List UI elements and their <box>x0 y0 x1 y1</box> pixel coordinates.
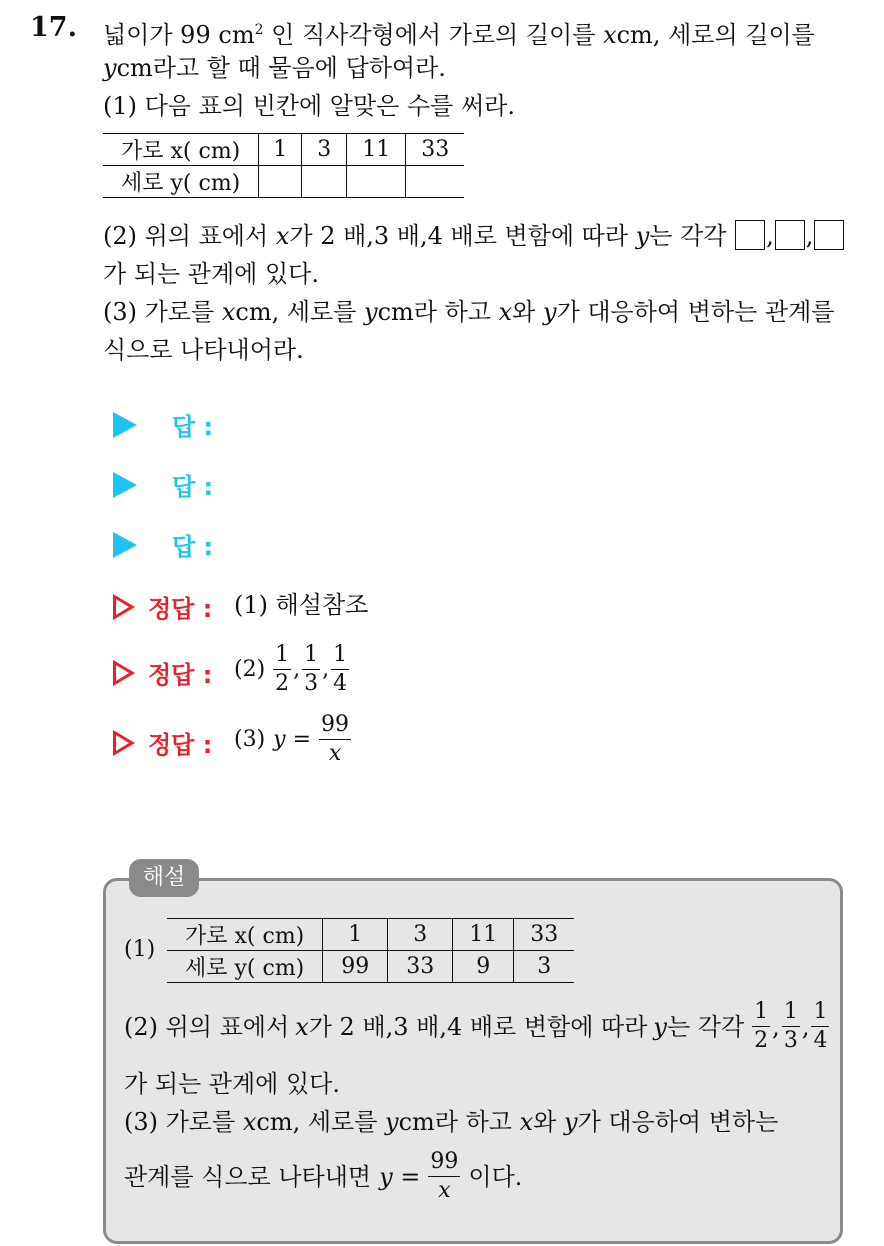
blank-cell[interactable] <box>347 166 406 198</box>
part3-prompt <box>103 294 834 330</box>
part1-prompt: (1) 다음 표의 빈칸에 알맞은 수를 써라. <box>103 92 515 120</box>
answer-label: 답 : <box>172 533 214 561</box>
expl-part3-d: 와 <box>533 1108 557 1136</box>
fraction: $\frac{99}{x}$ <box>321 712 350 766</box>
part2-text-a: (2) 위의 표에서 <box>103 222 269 250</box>
var-y: y <box>564 1108 578 1136</box>
blank-cell[interactable] <box>302 166 347 198</box>
expl-lhs: y = <box>379 1162 421 1191</box>
fraction: $\frac{1}{3}$ <box>783 999 798 1053</box>
line1-unit: cm <box>218 21 255 49</box>
fraction: $\frac{1}{2}$ <box>754 999 769 1053</box>
table-cell: 1 <box>323 919 388 951</box>
table-cell: 3 <box>388 919 453 951</box>
row1-label: 가로 x( cm) <box>167 919 323 951</box>
part3-text-b: cm, 세로를 <box>235 298 357 326</box>
expl-part1-label: (1) <box>124 937 156 962</box>
part3-text-e: 가 대응하여 변하는 관계를 <box>556 298 835 326</box>
expl-part3-end: 이다. <box>468 1162 523 1191</box>
table-cell: 11 <box>453 919 514 951</box>
blank-cell[interactable] <box>406 166 465 198</box>
expl-part2-b: 가 2 배,3 배,4 배로 변함에 따라 <box>308 1012 648 1041</box>
key-arrow-icon <box>113 594 135 620</box>
part3-prompt-cont: 식으로 나타내어라. <box>103 336 304 364</box>
answer-arrow-icon <box>113 412 137 438</box>
line2-text: cm라고 할 때 물음에 답하여라. <box>116 54 446 82</box>
expl-part3-b: cm, 세로를 <box>256 1108 378 1136</box>
var-x: x <box>275 222 290 250</box>
part3-text-c: cm라 하고 <box>377 298 491 326</box>
expl-part3-f: 관계를 식으로 나타내면 <box>124 1162 372 1191</box>
table-cell: 9 <box>453 951 514 983</box>
part3-text-a: (3) 가로를 <box>103 298 215 326</box>
answer-arrow-icon <box>113 472 137 498</box>
expl-part3-a: (3) 가로를 <box>124 1108 236 1136</box>
key3-lhs: y = <box>273 726 312 752</box>
var-y: y <box>543 298 557 326</box>
table-cell: 99 <box>323 951 388 983</box>
key-answer-2: (2) $\frac{1}{2}$ , $\frac{1}{3}$ , $\frac{1}{4}$ <box>234 642 348 696</box>
line1-text-b: 인 직사각형에서 가로의 길이를 <box>271 21 596 49</box>
var-x: x <box>603 21 617 49</box>
fraction: $\frac{1}{4}$ <box>333 642 348 696</box>
line1-sup: 2 <box>254 22 264 38</box>
answer-label: 답 : <box>172 413 214 441</box>
table-row <box>103 166 464 198</box>
expl-part2-cont: 가 되는 관계에 있다. <box>124 1070 340 1098</box>
table-cell: 3 <box>514 951 575 983</box>
table-cell: 1 <box>259 134 302 166</box>
answer-label: 답 : <box>172 473 214 501</box>
question-line-2 <box>103 50 446 86</box>
row1-label: 가로 x( cm) <box>103 134 259 166</box>
expl-part2: (2) 위의 표에서 x 가 2 배,3 배,4 배로 변함에 따라 y 는 각각 $\frac{1}{2}$ , $\frac{1}{3}$ , $\frac{1}{4}$ <box>124 999 828 1053</box>
answer-box[interactable] <box>775 220 805 250</box>
var-y: y <box>364 298 378 326</box>
unit-cm: cm, <box>616 21 661 49</box>
part2-prompt: (2) 위의 표에서 x가 2 배,3 배,4 배로 변함에 따라 y는 각각 , , <box>103 218 845 254</box>
line1-text-a: 넓이가 99 <box>103 21 211 49</box>
question-table <box>103 133 464 198</box>
row2-label: 세로 y( cm) <box>167 951 323 983</box>
var-y: y <box>653 1012 667 1041</box>
var-x: x <box>221 298 236 326</box>
part3-text-d: 와 <box>512 298 536 326</box>
expl-part2-a: (2) 위의 표에서 <box>124 1012 290 1041</box>
var-x: x <box>242 1108 257 1136</box>
question-number: 17. <box>30 12 77 43</box>
expl-part3 <box>124 1104 778 1140</box>
fraction: $\frac{1}{4}$ <box>813 999 828 1053</box>
key2-prefix: (2) <box>234 656 266 682</box>
var-x: x <box>498 298 513 326</box>
part2-text-b: 가 2 배,3 배,4 배로 변함에 따라 <box>289 222 629 250</box>
fraction: $\frac{1}{3}$ <box>304 642 319 696</box>
table-row <box>103 134 464 166</box>
table-row <box>167 919 574 951</box>
table-row <box>167 951 574 983</box>
key-label: 정답 : <box>148 661 213 689</box>
part2-prompt-cont: 가 되는 관계에 있다. <box>103 260 319 288</box>
key-label: 정답 : <box>148 595 213 623</box>
table-cell: 33 <box>514 919 575 951</box>
table-cell: 33 <box>406 134 465 166</box>
answer-arrow-icon <box>113 532 137 558</box>
var-y: y <box>103 54 117 82</box>
explanation-tag: 해설 <box>129 859 199 897</box>
var-x: x <box>519 1108 534 1136</box>
var-x: x <box>295 1012 309 1041</box>
fraction: $\frac{1}{2}$ <box>275 642 290 696</box>
answer-box[interactable] <box>735 220 765 250</box>
var-y: y <box>635 222 650 250</box>
blank-cell[interactable] <box>259 166 302 198</box>
table-cell: 3 <box>302 134 347 166</box>
explanation-table <box>167 918 574 983</box>
key-answer-1: (1) 해설참조 <box>234 591 369 619</box>
part2-text-c: 는 각각 <box>649 222 727 250</box>
line1-text-c: 세로의 길이를 <box>668 21 815 49</box>
question-line-1 <box>103 12 815 53</box>
key-arrow-icon <box>113 730 135 756</box>
fraction: $\frac{99}{x}$ <box>430 1149 459 1203</box>
table-cell: 11 <box>347 134 406 166</box>
expl-part3-e: 가 대응하여 변하는 <box>577 1108 779 1136</box>
key3-prefix: (3) <box>234 726 266 752</box>
table-cell: 33 <box>388 951 453 983</box>
row2-label: 세로 y( cm) <box>103 166 259 198</box>
key-label: 정답 : <box>148 731 213 759</box>
var-y: y <box>385 1108 399 1136</box>
expl-part3-c: cm라 하고 <box>398 1108 512 1136</box>
expl-part2-c: 는 각각 <box>666 1012 745 1041</box>
expl-part3-cont <box>124 1148 522 1205</box>
answer-box[interactable] <box>814 220 844 250</box>
key-answer-3 <box>234 711 353 768</box>
key-arrow-icon <box>113 660 135 686</box>
